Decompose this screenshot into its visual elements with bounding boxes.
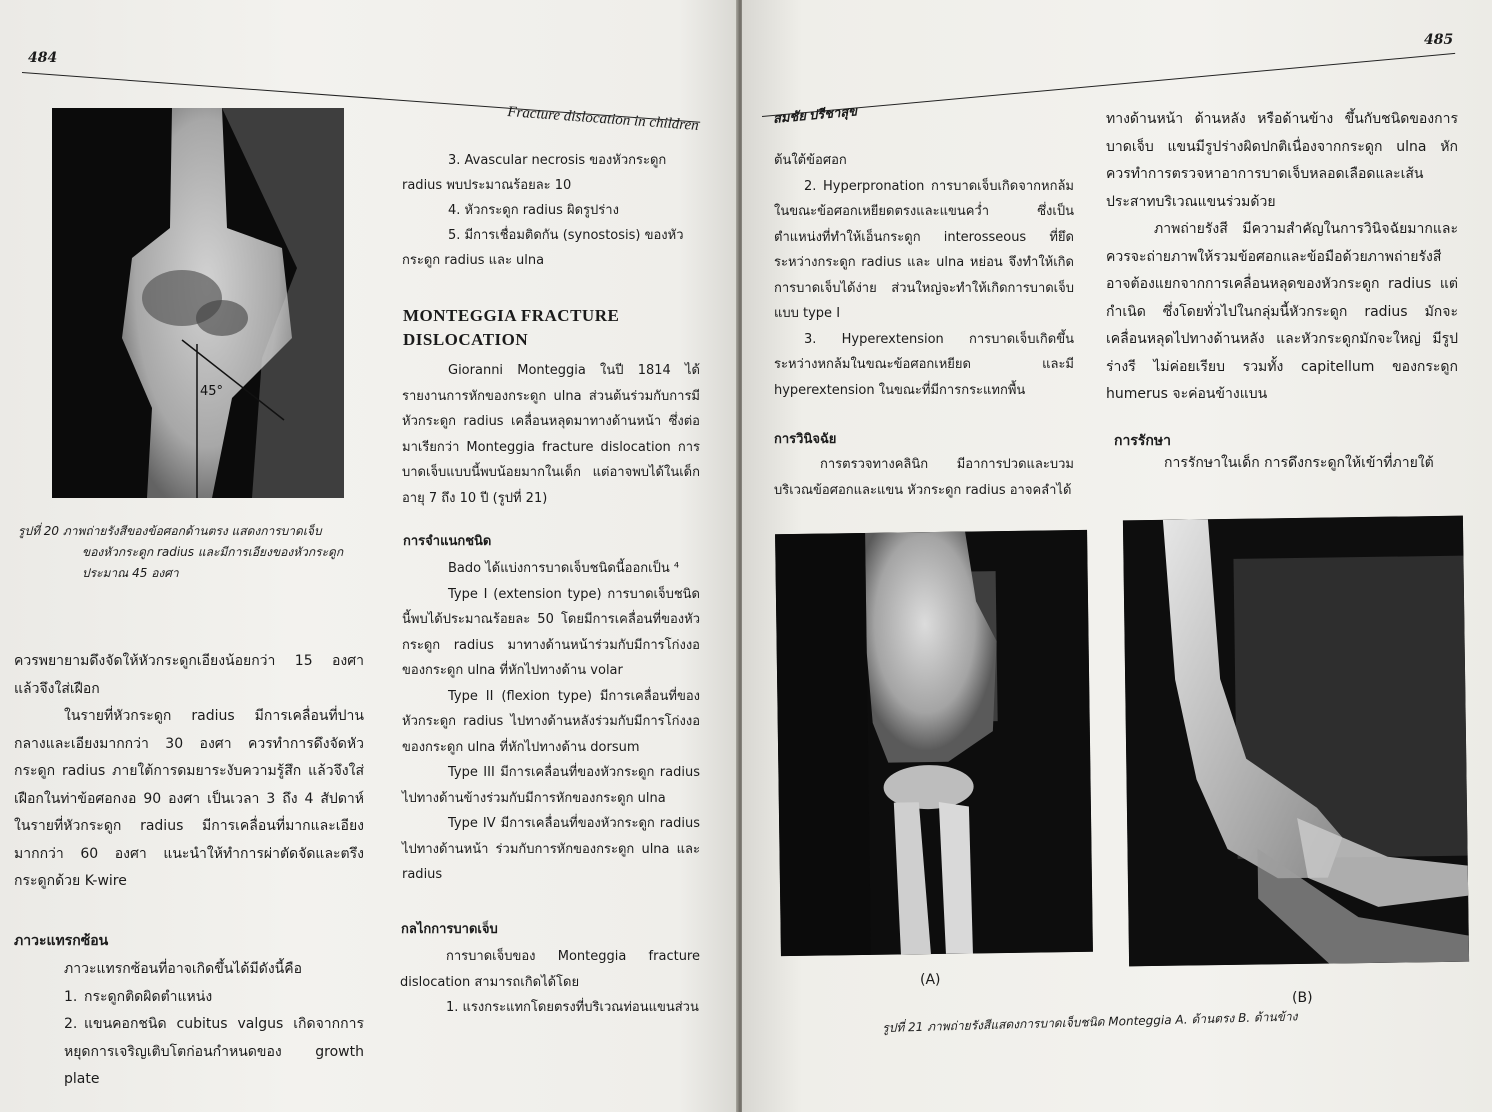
column-2-list [402,148,700,273]
list-item: 5. มีการเชื่อมติดกัน (synostosis) ของหัวกระดูก radius และ ulna [402,228,684,268]
column-1-text [14,648,364,896]
paragraph: Bado ได้แบ่งการบาดเจ็บชนิดนี้ออกเป็น ⁴ [448,561,680,576]
mechanism-section [400,944,700,1021]
paragraph: การบาดเจ็บของ Monteggia fracture dislocation สามารถเกิดได้โดย [400,949,700,990]
caption-line: ประมาณ 45 องศา [82,566,179,580]
figure-21-caption: รูปที่ 21 ภาพถ่ายรังสีแสดงการบาดเจ็บชนิด Monteggia A. ด้านตรง B. ด้านข้าง [882,1009,1298,1035]
paragraph: ต้นใต้ข้อศอก [774,153,847,168]
xray-figure-21b [1123,516,1469,967]
xray-figure-21a [775,530,1093,956]
classification-heading: การจำแนกชนิด [403,534,492,549]
paragraph: Gioranni Monteggia ในปี 1814 ได้รายงานการหักของกระดูก ulna ส่วนต้นร่วมกับการมีหัวกระดูก radius เคลื่อนหลุดมาทางด้านหน้า ซึ่งต่อมาเรียกว่า Monteggia fracture dislocation การบาดเจ็บแบบนี้พบน้อยมากในเด็ก แต่อาจพบได้ในเด็กอายุ 7 ถึง 10 ปี (รูปที่ 21) [402,363,700,506]
type-paragraph: Type III มีการเคลื่อนที่ของหัวกระดูก radius ไปทางด้านข้างร่วมกับมีการหักของกระดูก ulna [402,765,700,806]
paragraph: การตรวจทางคลินิก มีอาการปวดและบวมบริเวณข้อศอกและแขน หัวกระดูก radius อาจคลำได้ [774,457,1074,498]
list-item: 2. แขนคอกชนิด cubitus valgus เกิดจากการหยุดการเจริญเติบโตก่อนกำหนดของ growth plate [64,1016,364,1087]
figure-label-a: (A) [920,972,941,988]
mechanism-heading: กลไกการบาดเจ็บ [401,922,498,937]
section-heading: ภาวะแทรกซ้อน [14,933,109,949]
column-1-text [774,148,1074,403]
monteggia-intro [402,358,700,511]
paragraph: การรักษาในเด็ก การดึงกระดูกให้เข้าที่ภายใต้ [1164,455,1434,471]
paragraph: ภาพถ่ายรังสี มีความสำคัญในการวินิจฉัยมากและควรจะถ่ายภาพให้รวมข้อศอกและข้อมือด้วยภาพถ่ายรังสีอาจต้องแยกจากการเคลื่อนหลุดของหัวกระดูก radius แต่กำเนิด ซึ่งโดยทั่วไปในกลุ่มนี้หัวกระดูก radius มักจะเคลื่อนหลุดไปทางด้านหลัง และหัวกระดูกมักจะใหญ่ มีรูปร่างรี ไม่ค่อยเรียบ รวมทั้ง capitellum ของกระดูก humerus จะค่อนข้างแบน [1106,221,1458,402]
list-item: 4. หัวกระดูก radius ผิดรูปร่าง [448,203,619,218]
diagnosis-section [774,452,1074,503]
classification-section [402,556,700,888]
treatment-heading: การรักษา [1114,433,1171,449]
list-item: 2. Hyperpronation การบาดเจ็บเกิดจากหกล้มในขณะข้อศอกเหยียดตรงและแขนคว่ำ ซึ่งเป็นตำแหน่งที่ทำให้เอ็นกระดูก interosseous ที่ยึดระหว่างกระดูก radius และ ulna หย่อน จึงทำให้เกิดการบาดเจ็บได้ง่าย ส่วนใหญ่จะทำให้เกิดการบาดเจ็บแบบ type I [774,178,1074,321]
list-item: 3. Avascular necrosis ของหัวกระดูก radius พบประมาณร้อยละ 10 [402,153,667,193]
page-number: 484 [28,50,58,66]
figure-20-caption [18,521,368,584]
paragraph: ในรายที่หัวกระดูก radius มีการเคลื่อนที่ปานกลางและเอียงมากกว่า 30 องศา ควรทำการดึงจัดหัวกระดูก radius ภายใต้การดมยาระงับความรู้สึก แล้วจึงใส่เฝือกในท่าข้อศอกงอ 90 องศา เป็นเวลา 3 ถึง 4 สัปดาห์ ในรายที่หัวกระดูก radius มีการเคลื่อนที่มากและเอียงมากกว่า 60 องศา แนะนำให้ทำการผ่าตัดจัดและตรึงกระดูกด้วย K-wire [14,708,364,889]
type-paragraph: Type II (flexion type) มีการเคลื่อนที่ของหัวกระดูก radius ไปทางด้านหลังร่วมกับมีการโก่งงอของกระดูก ulna ที่หักไปทางด้าน dorsum [402,688,700,755]
complications-section [14,930,364,1094]
caption-line: ของหัวกระดูก radius และมีการเอียงของหัวกระดูก [82,545,344,559]
paragraph: ทางด้านหน้า ด้านหลัง หรือด้านข้าง ขึ้นกับชนิดของการบาดเจ็บ แขนมีรูปร่างผิดปกติเนื่องจากกระดูก ulna หัก ควรทำการตรวจหาอาการบาดเจ็บหลอดเลือดและเส้นประสาทบริเวณแขนร่วมด้วย [1106,111,1458,210]
caption-line: รูปที่ 20 ภาพถ่ายรังสีของข้อศอกด้านตรง แสดงการบาดเจ็บ [18,524,322,538]
paragraph: ควรพยายามดึงจัดให้หัวกระดูกเอียงน้อยกว่า 15 องศา แล้วจึงใส่เฝือก [14,653,364,697]
left-page [0,0,738,1112]
list-item: 3. Hyperextension การบาดเจ็บเกิดขึ้นระหว่างหกล้มในขณะข้อศอกเหยียด และมี hyperextension ในขณะที่มีการกระแทกพื้น [774,331,1074,398]
right-page [742,0,1492,1112]
figure-label-b: (B) [1292,990,1313,1006]
list-item: 1. กระดูกติดผิดตำแหน่ง [64,988,213,1005]
column-2-text [1106,106,1458,409]
running-header: สมชัย ปรีชาสุข [772,103,858,126]
running-header: Fracture dislocation in children [506,104,700,135]
treatment-section [1114,450,1464,478]
paragraph: 1. แรงกระแทกโดยตรงที่บริเวณท่อนแขนส่วน [446,1000,699,1015]
section-intro: ภาวะแทรกซ้อนที่อาจเกิดขึ้นได้มีดังนี้คือ [64,961,303,977]
page-number: 485 [1424,32,1454,48]
diagnosis-heading: การวินิจฉัย [774,432,837,447]
xray-figure-20 [52,108,344,498]
type-paragraph: Type I (extension type) การบาดเจ็บชนิดนี้พบได้ประมาณร้อยละ 50 โดยมีการเคลื่อนที่ของหัวกระดูก radius มาทางด้านหน้าร่วมกับมีการโก่งงอของกระดูก ulna ที่หักไปทางด้าน volar [402,586,700,678]
monteggia-heading: MONTEGGIA FRACTURE DISLOCATION [403,306,620,349]
angle-label: 45° [200,384,224,399]
type-paragraph: Type IV มีการเคลื่อนที่ของหัวกระดูก radius ไปทางด้านหน้า ร่วมกับการหักของกระดูก ulna และ radius [402,816,700,882]
